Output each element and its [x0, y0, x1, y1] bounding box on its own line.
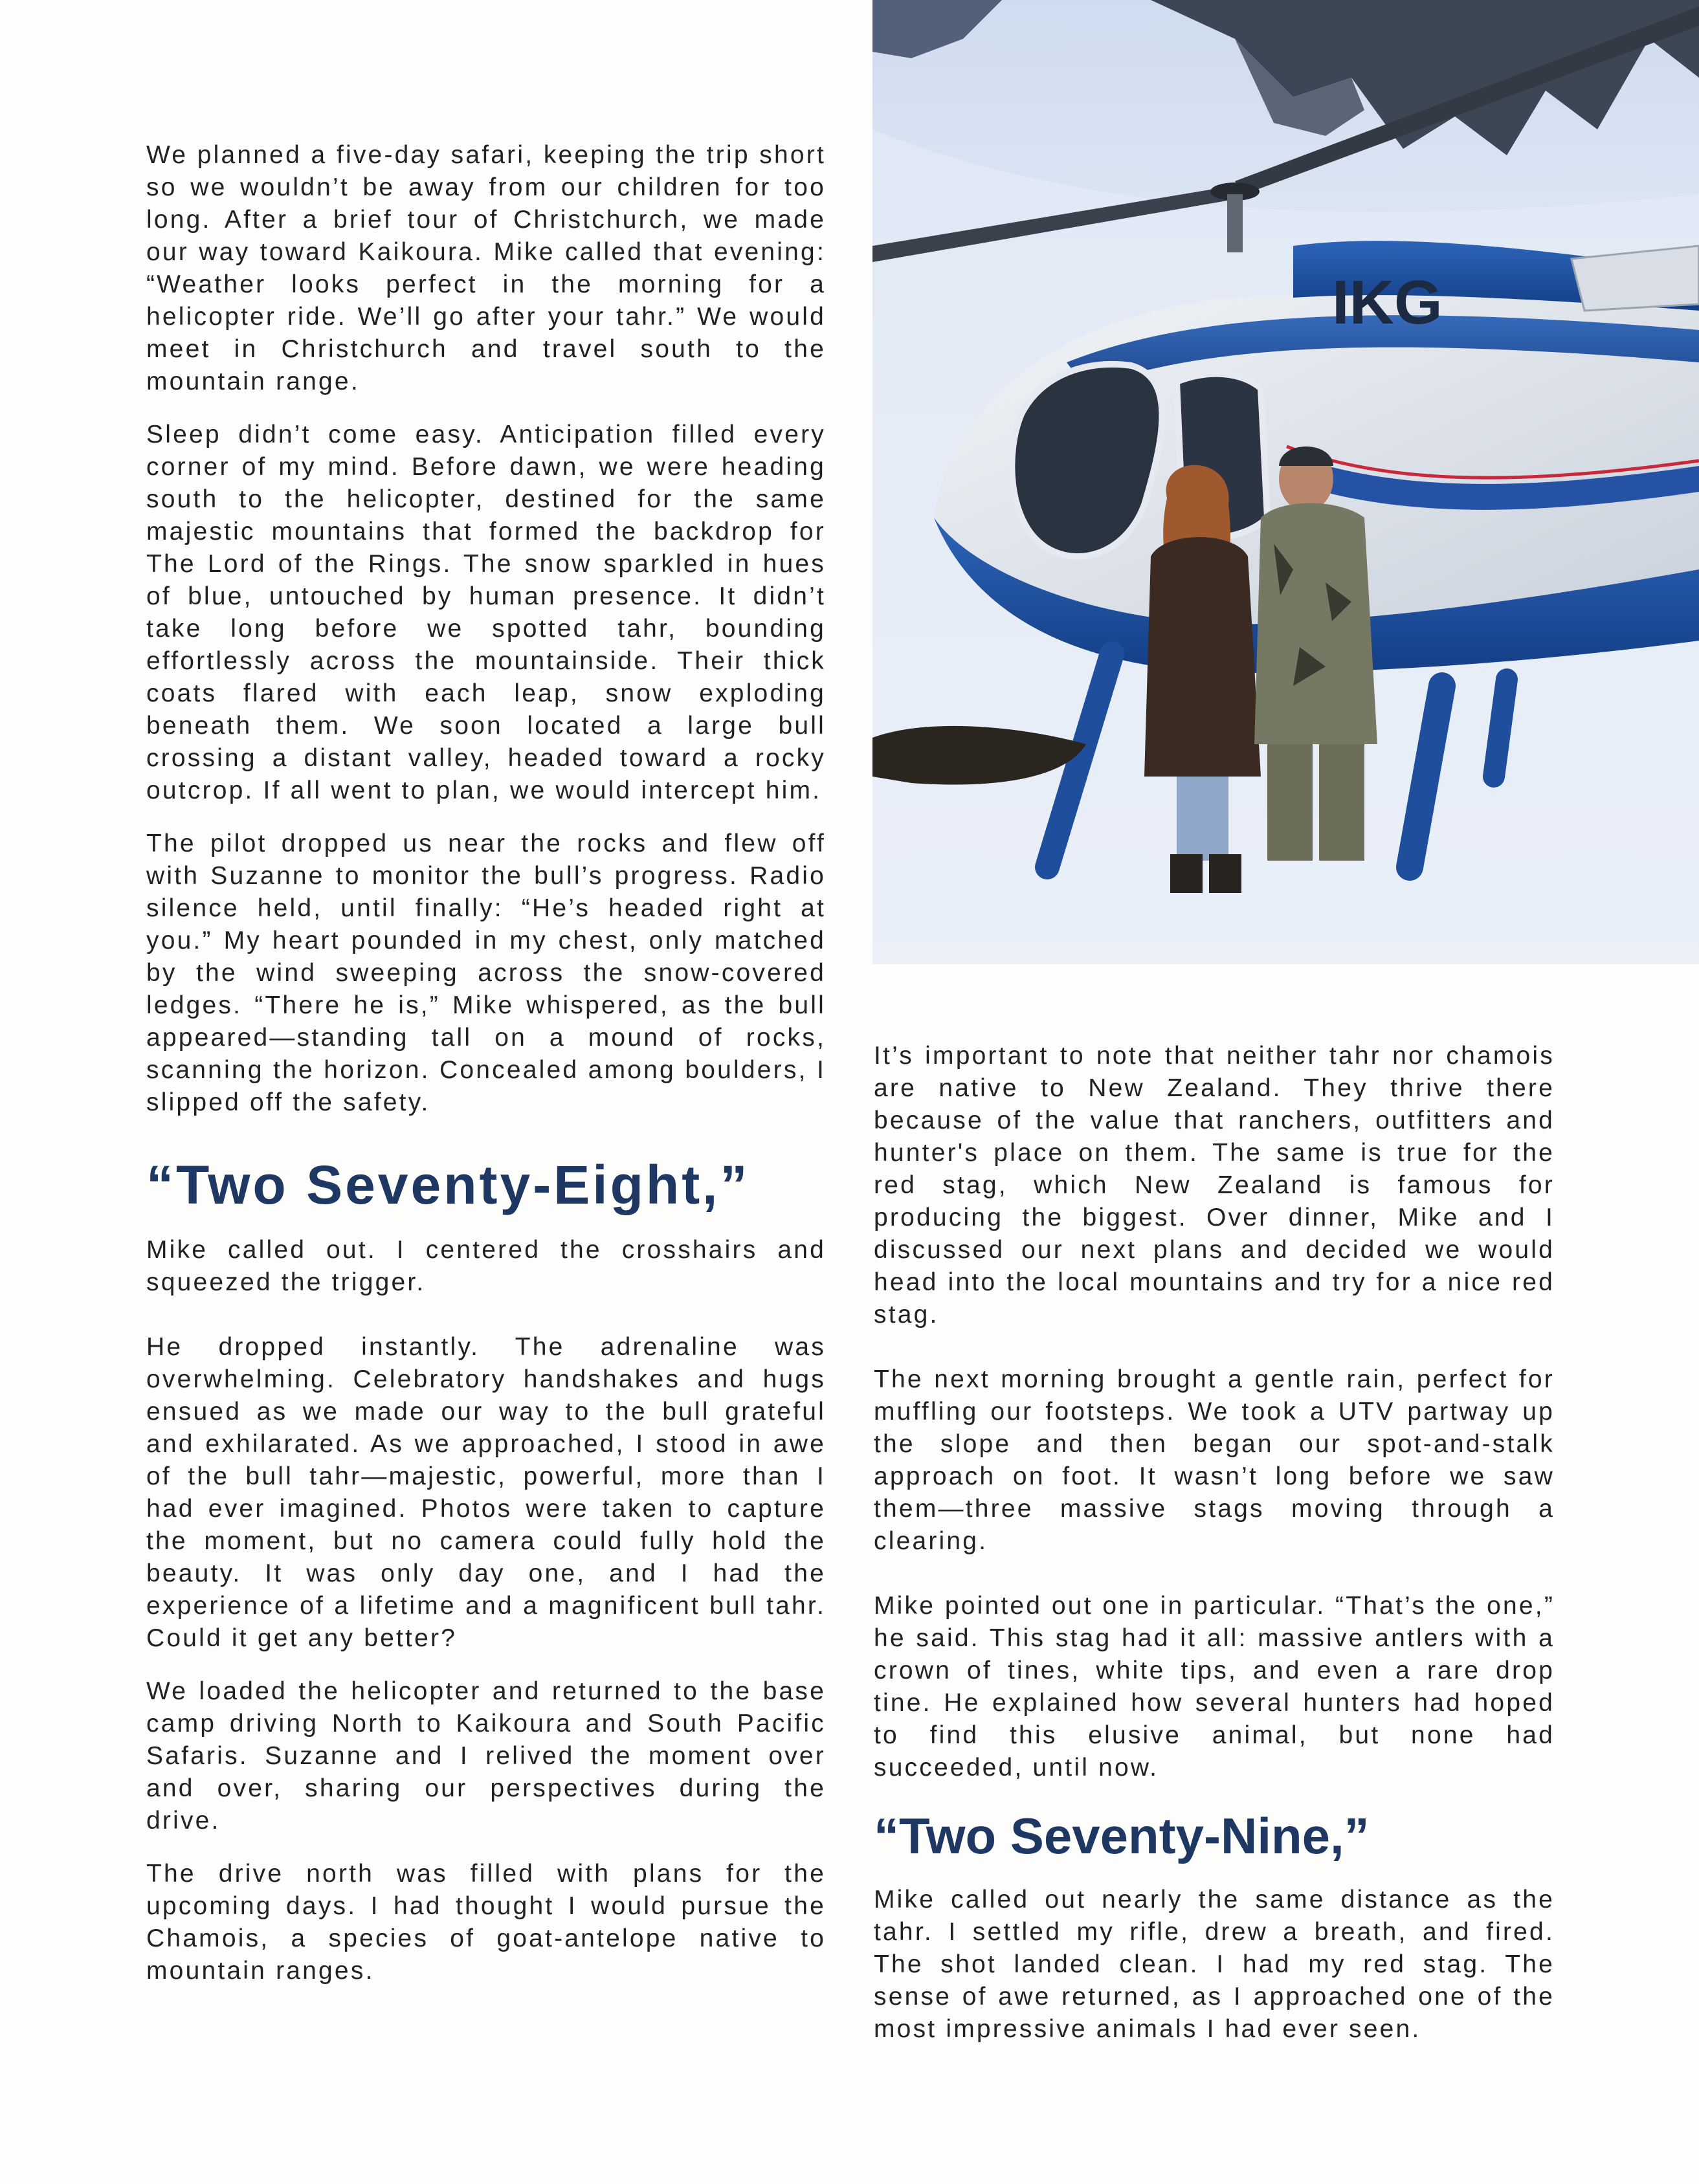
paragraph: We loaded the helicopter and returned to the base camp driving North to Kaikoura and South Pacific Safaris. Suzanne and I relived the moment over and over, sharing our perspectives during the drive.: [146, 1677, 826, 1835]
article-left-column: [146, 139, 826, 2008]
helicopter-photo: [872, 0, 1699, 964]
paragraph: The next morning brought a gentle rain, perfect for muffling our footsteps. We took a UTV partway up the slope and then began our spot-and-stalk approach on foot. It wasn’t long before we saw them—three massive stags moving through a clearing.: [874, 1365, 1555, 1555]
section-heading: “Two Seventy-Nine,”: [874, 1807, 1370, 1864]
section-heading: “Two Seventy-Eight,”: [146, 1154, 750, 1215]
paragraph: The pilot dropped us near the rocks and flew off with Suzanne to monitor the bull’s progress. Radio silence held, until finally: “He’s headed right at you.” My heart pounded in my chest, only matched by the wind sweeping across the snow-covered ledges. “There he is,” Mike whispered, as the bull appeared—standing tall on a mound of rocks, scanning the horizon. Concealed among boulders, I slipped off the safety.: [146, 830, 826, 1116]
paragraph: Mike called out nearly the same distance as the tahr. I settled my rifle, drew a breath, and fired. The shot landed clean. I had my red stag. The sense of awe returned, as I approached one of the most impressive animals I had ever seen.: [874, 1886, 1555, 2043]
paragraph: It’s important to note that neither tahr nor chamois are native to New Zealand. They thrive there because of the value that ranchers, outfitters and hunter's place on them. The same is true for the red stag, which New Zealand is famous for producing the biggest. Over dinner, Mike and I discussed our next plans and decided we would head into the local mountains and try for a nice red stag.: [874, 1042, 1555, 1329]
paragraph: He dropped instantly. The adrenaline was overwhelming. Celebratory handshakes and hugs ensued as we made our way to the bull grateful and exhilarated. As we approached, I stood in awe of the bull tahr—majestic, powerful, more than I had ever imagined. Photos were taken to capture the moment, but no camera could fully hold the beauty. It was only day one, and I had the experience of a lifetime and a magnificent bull tahr. Could it get any better?: [146, 1333, 826, 1652]
paragraph: The drive north was filled with plans for the upcoming days. I had thought I would pursue the Chamois, a species of goat-antelope native to mountain ranges.: [146, 1860, 826, 1985]
paragraph: Sleep didn’t come easy. Anticipation filled every corner of my mind. Before dawn, we were heading south to the helicopter, destined for the same majestic mountains that formed the backdrop for The Lord of the Rings. The snow sparkled in hues of blue, untouched by human presence. It didn’t take long before we spotted tahr, bounding effortlessly across the mountainside. Their thick coats flared with each leap, snow exploding beneath them. We soon located a large bull crossing a distant valley, headed toward a rocky outcrop. If all went to plan, we would intercept him.: [146, 421, 826, 804]
article-right-column: [874, 1040, 1555, 2066]
paragraph: We planned a five-day safari, keeping the trip short so we wouldn’t be away from our children for too long. After a brief tour of Christchurch, we made our way toward Kaikoura. Mike called that evening: “Weather looks perfect in the morning for a helicopter ride. We’ll go after your tahr.” We would meet in Christchurch and travel south to the mountain range.: [146, 141, 826, 395]
paragraph: Mike pointed out one in particular. “That’s the one,” he said. This stag had it all: massive antlers with a crown of tines, white tips, and even a rare drop tine. He explained how several hunters had hoped to find this elusive animal, but none had succeeded, until now.: [874, 1592, 1555, 1781]
tail-registration: IKG: [1332, 268, 1443, 337]
paragraph: Mike called out. I centered the crosshairs and squeezed the trigger.: [146, 1236, 826, 1296]
photo-illustration: [872, 0, 1699, 964]
